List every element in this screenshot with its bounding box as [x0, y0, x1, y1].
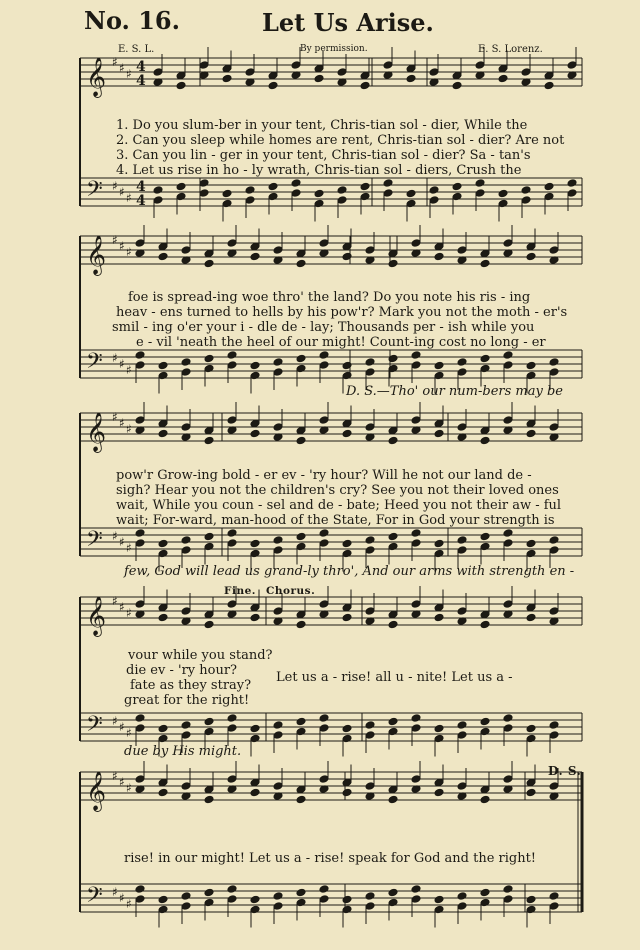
svg-text:♯: ♯ — [126, 606, 132, 620]
verse-ending: fate as they stray? — [130, 678, 252, 693]
svg-text:♯: ♯ — [112, 885, 118, 899]
svg-text:♯: ♯ — [112, 410, 118, 424]
svg-text:♯: ♯ — [112, 351, 118, 365]
svg-text:♯: ♯ — [119, 720, 125, 734]
svg-text:♯: ♯ — [119, 61, 125, 75]
svg-text:♯: ♯ — [119, 357, 125, 371]
verse-4-line: 4. Let us rise in ho - ly wrath, Chris-tian sol - diers, Crush the — [116, 163, 522, 178]
svg-text:♯: ♯ — [119, 775, 125, 789]
svg-text:♯: ♯ — [126, 363, 132, 377]
svg-text:♯: ♯ — [112, 529, 118, 543]
verse-3-line: 3. Can you lin - ger in your tent, Chris-tian sol - dier? Sa - tan's — [116, 148, 531, 163]
verse-2-line: sigh? Hear you not the children's cry? See you not their loved ones — [116, 483, 559, 498]
composer-name: E. S. Lorenz. — [478, 44, 543, 55]
treble-clef-icon: 𝄞 — [86, 771, 107, 811]
verse-ending: vour while you stand? — [128, 648, 273, 663]
svg-text:♯: ♯ — [112, 769, 118, 783]
svg-text:♯: ♯ — [119, 891, 125, 905]
svg-text:♯: ♯ — [112, 233, 118, 247]
chorus-lyric-line: rise! in our might! Let us a - rise! speak for God and the right! — [124, 851, 537, 866]
verse-ending: die ev - 'ry hour? — [126, 663, 238, 678]
svg-text:♯: ♯ — [126, 726, 132, 740]
bass-clef-icon: 𝄢 — [86, 527, 103, 557]
svg-text:4: 4 — [136, 193, 146, 209]
permission-note: By permission. — [300, 44, 368, 54]
bass-clef-icon: 𝄢 — [86, 712, 103, 742]
svg-text:4: 4 — [136, 73, 146, 89]
svg-text:♯: ♯ — [126, 541, 132, 555]
verse-2-line: heav - ens turned to hells by his pow'r? Mark you not the moth - er's — [116, 305, 568, 320]
verse-4-line: wait; For-ward, man-hood of the State, For in God your strength is — [116, 513, 555, 528]
svg-text:♯: ♯ — [112, 179, 118, 193]
treble-clef-icon: 𝄞 — [86, 596, 107, 636]
composer-initials: E. S. L. — [118, 44, 155, 55]
verse-1-line: pow'r Grow-ing bold - er ev - 'ry hour? Will he not our land de - — [116, 468, 532, 483]
hymn-number: No. 16. — [84, 6, 180, 35]
svg-text:♯: ♯ — [112, 55, 118, 69]
svg-text:4: 4 — [136, 179, 146, 195]
svg-text:♯: ♯ — [126, 781, 132, 795]
treble-clef-icon: 𝄞 — [86, 57, 107, 97]
svg-text:♯: ♯ — [112, 714, 118, 728]
svg-text:♯: ♯ — [119, 185, 125, 199]
chorus-label: Chorus. — [266, 585, 316, 597]
svg-text:♯: ♯ — [126, 191, 132, 205]
fine-label: Fine. — [224, 585, 256, 597]
svg-text:♯: ♯ — [112, 594, 118, 608]
treble-clef-icon: 𝄞 — [86, 412, 107, 452]
svg-text:♯: ♯ — [119, 600, 125, 614]
svg-text:4: 4 — [136, 59, 146, 75]
svg-text:♯: ♯ — [119, 239, 125, 253]
bass-clef-icon: 𝄢 — [86, 883, 103, 913]
verse-ending: great for the right! — [124, 693, 250, 708]
verse-3-line: smil - ing o'er your i - dle de - lay; Thousands per - ish while you — [112, 320, 535, 335]
verse-2-line: 2. Can you sleep while homes are rent, Chris-tian sol - dier? Are not — [116, 133, 565, 148]
ds-lyric-line: D. S.—Tho' our num-bers may be — [346, 384, 563, 399]
chorus-lyric-line: Let us a - rise! all u - nite! Let us a - — [276, 670, 513, 685]
ds-lyric-line: due by His might. — [124, 744, 242, 759]
hymn-title: Let Us Arise. — [262, 8, 434, 37]
treble-clef-icon: 𝄞 — [86, 235, 107, 275]
ds-lyric-line: few, God will lead us grand-ly thro', And our arms with strength en - — [124, 564, 575, 579]
svg-text:♯: ♯ — [126, 422, 132, 436]
svg-text:♯: ♯ — [119, 416, 125, 430]
svg-text:♯: ♯ — [126, 897, 132, 911]
bass-clef-icon: 𝄢 — [86, 349, 103, 379]
svg-text:♯: ♯ — [126, 245, 132, 259]
verse-1-line: 1. Do you slum-ber in your tent, Chris-tian sol - dier, While the — [116, 118, 528, 133]
ds-label: D. S. — [548, 764, 582, 778]
verse-1-line: foe is spread-ing woe thro' the land? Do you note his ris - ing — [128, 290, 531, 305]
svg-text:♯: ♯ — [119, 535, 125, 549]
svg-text:♯: ♯ — [126, 67, 132, 81]
bass-clef-icon: 𝄢 — [86, 177, 103, 207]
verse-3-line: wait, While you coun - sel and de - bate; Heed you not their aw - ful — [116, 498, 562, 513]
verse-4-line: e - vil 'neath the heel of our might! Count-ing cost no long - er — [136, 335, 546, 350]
